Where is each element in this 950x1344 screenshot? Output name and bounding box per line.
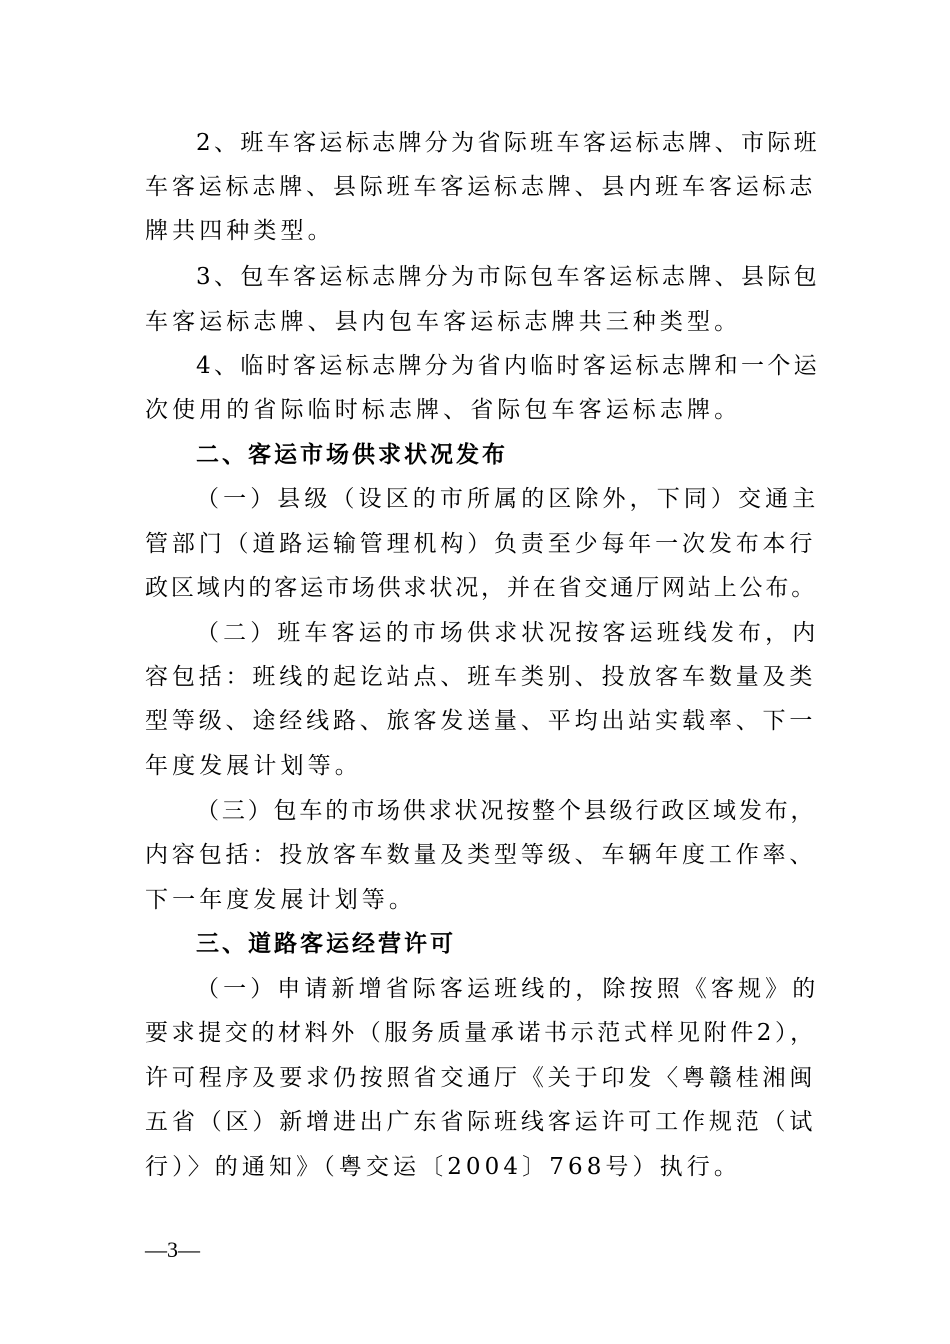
paragraph-line: 型等级、途经线路、旅客发送量、平均出站实载率、下一 — [145, 708, 817, 734]
paragraph-line: 3、包车客运标志牌分为市际包车客运标志牌、县际包 — [196, 264, 821, 290]
paragraph-line: 牌共四种类型。 — [145, 218, 335, 244]
paragraph-line: 容包括：班线的起讫站点、班车类别、投放客车数量及类 — [145, 664, 817, 690]
paragraph-line: 要求提交的材料外（服务质量承诺书示范式样见附件2）， — [145, 1020, 817, 1046]
section-heading: 二、客运市场供求状况发布 — [196, 441, 508, 468]
paragraph-line: （二）班车客运的市场供求状况按客运班线发布，内 — [196, 620, 820, 646]
paragraph-line: 车客运标志牌、县内包车客运标志牌共三种类型。 — [145, 309, 742, 335]
paragraph-line: 五省（区）新增进出广东省际班线客运许可工作规范（试 — [145, 1109, 817, 1135]
paragraph-line: 行）〉的通知》（粤交运〔2004〕768号）执行。 — [145, 1154, 741, 1180]
paragraph-line: 内容包括：投放客车数量及类型等级、车辆年度工作率、 — [145, 842, 817, 868]
paragraph-line: 年度发展计划等。 — [145, 753, 362, 779]
paragraph-line: （三）包车的市场供求状况按整个县级行政区域发布， — [196, 798, 817, 824]
paragraph-line: 2、班车客运标志牌分为省际班车客运标志牌、市际班 — [196, 130, 821, 156]
paragraph-line: （一）申请新增省际客运班线的，除按照《客规》的 — [196, 976, 820, 1002]
paragraph-line: 4、临时客运标志牌分为省内临时客运标志牌和一个运 — [196, 353, 821, 379]
paragraph-line: 次使用的省际临时标志牌、省际包车客运标志牌。 — [145, 397, 742, 423]
paragraph-line: 政区域内的客运市场供求状况，并在省交通厅网站上公布。 — [145, 575, 818, 601]
paragraph-line: 下一年度发展计划等。 — [145, 887, 416, 913]
paragraph-line: 许可程序及要求仍按照省交通厅《关于印发〈粤赣桂湘闽 — [145, 1065, 817, 1091]
paragraph-line: （一）县级（设区的市所属的区除外，下同）交通主 — [196, 486, 820, 512]
paragraph-line: 车客运标志牌、县际班车客运标志牌、县内班车客运标志 — [145, 174, 817, 200]
page-number: —3— — [145, 1237, 200, 1262]
paragraph-line: 管部门（道路运输管理机构）负责至少每年一次发布本行 — [145, 531, 817, 557]
section-heading: 三、道路客运经营许可 — [196, 930, 456, 957]
